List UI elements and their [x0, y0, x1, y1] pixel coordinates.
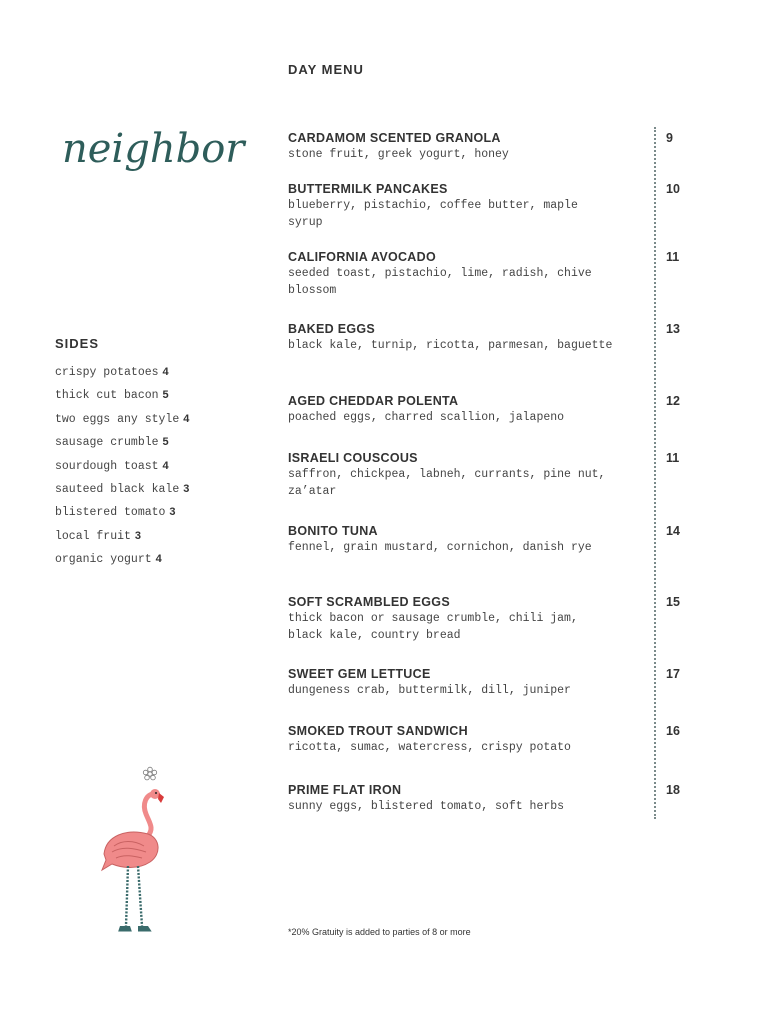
sides-section — [55, 336, 255, 576]
item-description: stone fruit, greek yogurt, honey — [288, 148, 509, 161]
item-price: 15 — [666, 595, 680, 609]
item-price: 10 — [666, 182, 680, 196]
menu-item — [288, 594, 708, 644]
side-item: sourdough toast 4 — [55, 459, 169, 473]
item-description: fennel, grain mustard, cornichon, danish rye — [288, 541, 592, 554]
item-description: dungeness crab, buttermilk, dill, juniper — [288, 684, 571, 697]
item-description: ricotta, sumac, watercress, crispy potato — [288, 741, 571, 754]
item-price: 18 — [666, 783, 680, 797]
menu-item — [288, 321, 708, 354]
menu-item — [288, 249, 708, 299]
side-item: organic yogurt 4 — [55, 553, 162, 567]
item-description: poached eggs, charred scallion, jalapeno — [288, 411, 565, 424]
side-item: two eggs any style 4 — [55, 412, 190, 426]
menu-item — [288, 450, 708, 500]
side-item: thick cut bacon 5 — [55, 389, 169, 403]
item-description: blueberry, pistachio, coffee butter, maple syrup — [288, 199, 578, 229]
item-description: saffron, chickpea, labneh, currants, pine nut, za’atar — [288, 468, 606, 498]
item-description: black kale, turnip, ricotta, parmesan, baguette — [288, 339, 613, 352]
item-price: 14 — [666, 524, 680, 538]
sides-title: SIDES — [55, 336, 100, 351]
item-description: sunny eggs, blistered tomato, soft herbs — [288, 800, 565, 813]
dotted-divider — [654, 127, 656, 819]
item-description: seeded toast, pistachio, lime, radish, chive blossom — [288, 267, 592, 297]
item-price: 17 — [666, 667, 680, 681]
side-item: blistered tomato 3 — [55, 506, 176, 520]
menu-item — [288, 130, 708, 163]
menu-list — [288, 0, 708, 1024]
gratuity-note: *20% Gratuity is added to parties of 8 or more — [288, 927, 471, 937]
menu-item — [288, 393, 708, 426]
side-item: crispy potatoes 4 — [55, 366, 169, 379]
neighbor-logo — [60, 118, 245, 198]
item-name: ISRAELI COUSCOUS — [288, 451, 418, 465]
menu-item — [288, 723, 708, 756]
menu-item — [288, 181, 708, 231]
item-price: 11 — [666, 250, 680, 264]
item-price: 9 — [666, 131, 673, 145]
menu-item — [288, 523, 708, 556]
item-name: SWEET GEM LETTUCE — [288, 667, 431, 681]
side-item: sauteed black kale 3 — [55, 482, 190, 496]
menu-item — [288, 666, 708, 699]
flower-icon — [143, 767, 156, 780]
side-item: local fruit 3 — [55, 529, 142, 543]
item-price: 13 — [666, 322, 680, 336]
item-name: SOFT SCRAMBLED EGGS — [288, 595, 450, 609]
item-name: BUTTERMILK PANCAKES — [288, 182, 448, 196]
item-description: thick bacon or sausage crumble, chili jam, black kale, country bread — [288, 612, 578, 642]
menu-item — [288, 782, 708, 815]
item-name: SMOKED TROUT SANDWICH — [288, 724, 468, 738]
logo-text: neighbor — [62, 126, 245, 172]
item-price: 11 — [666, 451, 680, 465]
item-name: CALIFORNIA AVOCADO — [288, 250, 436, 264]
item-name: BAKED EGGS — [288, 322, 376, 336]
sides-list — [55, 365, 255, 576]
side-item: sausage crumble 5 — [55, 436, 169, 450]
item-price: 16 — [666, 724, 680, 738]
item-name: PRIME FLAT IRON — [288, 783, 402, 797]
page-title: DAY MENU — [288, 62, 364, 77]
item-name: CARDAMOM SCENTED GRANOLA — [288, 131, 501, 145]
item-price: 12 — [666, 394, 680, 408]
item-name: BONITO TUNA — [288, 524, 378, 538]
item-name: AGED CHEDDAR POLENTA — [288, 394, 459, 408]
flamingo-illustration — [96, 766, 176, 942]
